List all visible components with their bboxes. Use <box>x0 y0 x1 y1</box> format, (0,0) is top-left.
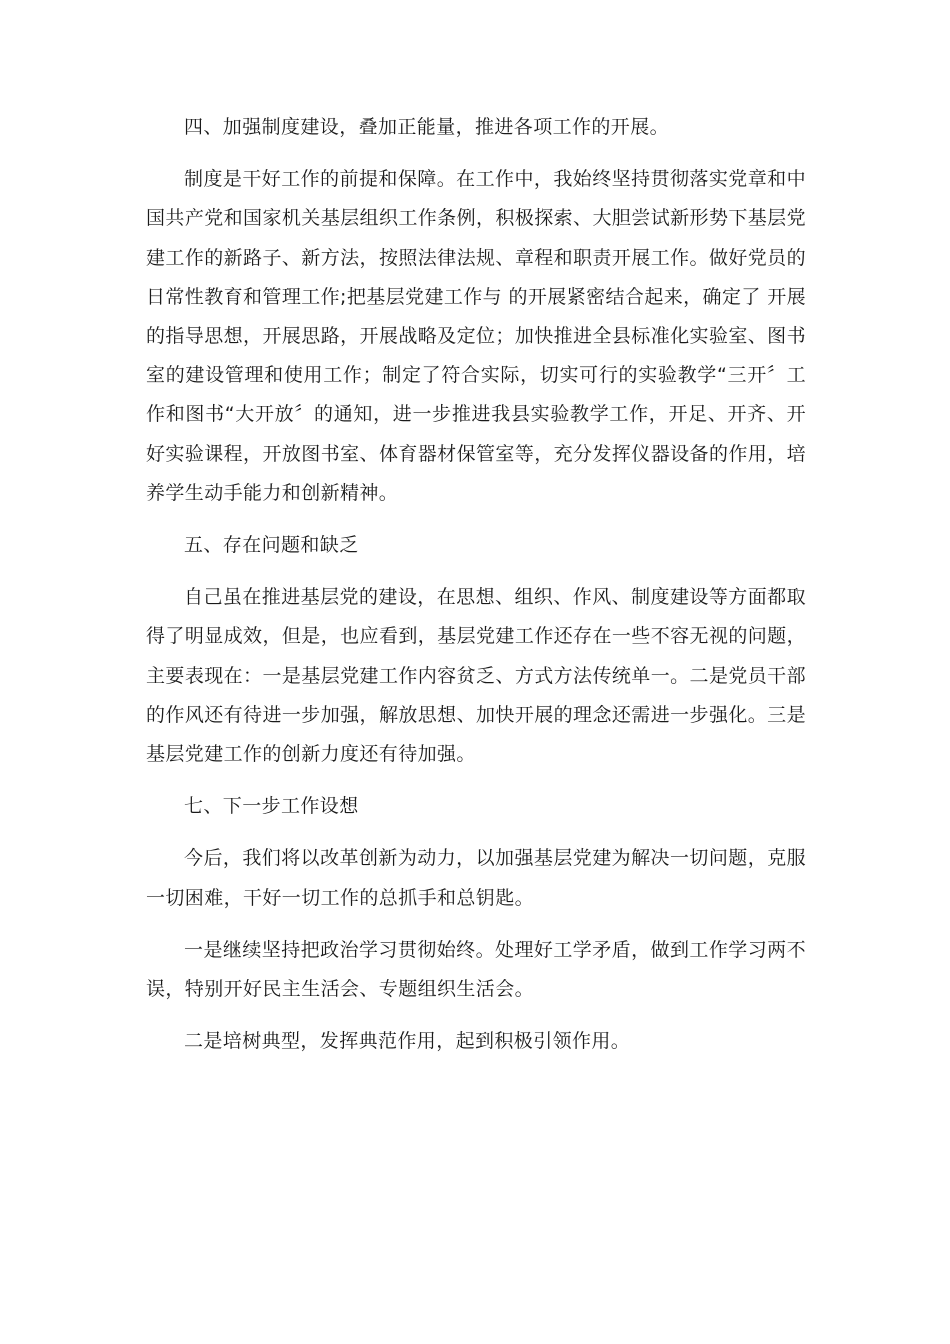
section-heading-5: 五、存在问题和缺乏 <box>184 534 359 557</box>
paragraph-item-one: 一是继续坚持把政治学习贯彻始终。处理好工学矛盾，做到工作学习两不误，特别开好民主生活会、专题组织生活会。 <box>146 938 806 1001</box>
paragraph-future-plan: 今后，我们将以改革创新为动力，以加强基层党建为解决一切问题，克服一切困难，干好一切工作的总抓手和总钥匙。 <box>146 847 806 909</box>
section-heading-4: 四、加强制度建设，叠加正能量，推进各项工作的开展。 <box>184 116 670 138</box>
section-heading-7: 七、下一步工作设想 <box>184 795 359 818</box>
document-body <box>146 108 806 1074</box>
paragraph-problems: 自己虽在推进基层党的建设，在思想、组织、作风、制度建设等方面都取得了明显成效，但是，也应看到，基层党建工作还存在一些不容无视的问题，主要表现在：一是基层党建工作内容贫乏、方式方法传统单一。二是党员干部的作风还有待进一步加强，解放思想、加快开展的理念还需进一步强化。三是基层党建工作的创新力度还有待加强。 <box>146 586 806 766</box>
paragraph-item-two: 二是培树典型，发挥典范作用，起到积极引领作用。 <box>184 1030 631 1053</box>
paragraph-institution-building: 制度是干好工作的前提和保障。在工作中，我始终坚持贯彻落实党章和中国共产党和国家机关基层组织工作条例，积极探索、大胆尝试新形势下基层党建工作的新路子、新方法，按照法律法规、章程和职责开展工作。做好党员的日常性教育和管理工作;把基层党建工作与 的开展紧密结合起来，确定了 开展的指导思想，开展思路，开展战略及定位；加快推进全县标准化实验室、图书室的建设管理和使用工作；制定了符合实际，切实可行的实验教学“三开〞工作和图书“大开放〞的通知，进一步推进我县实验教学工作，开足、开齐、开好实验课程，开放图书室、体育器材保管室等，充分发挥仪器设备的作用，培养学生动手能力和创新精神。 <box>146 168 806 504</box>
